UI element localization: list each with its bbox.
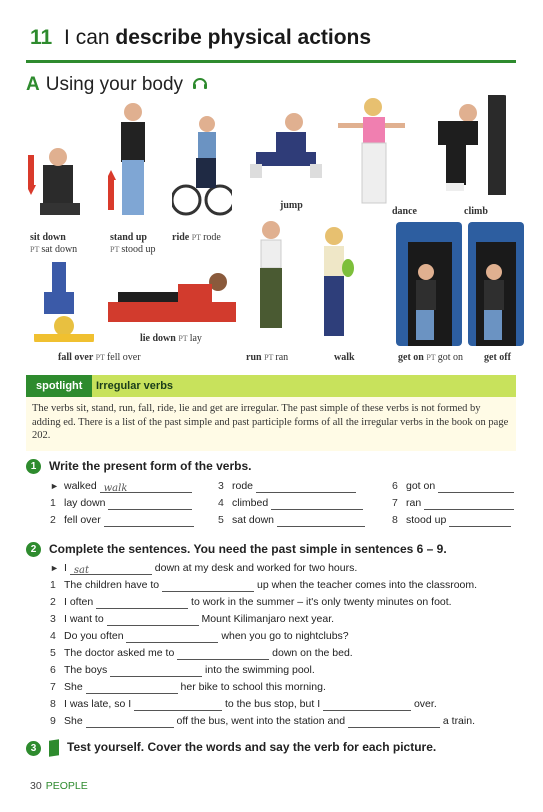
stand-up-illustration [108,100,158,225]
caption-walk: walk [334,352,355,363]
ex1-item: 2 fell over [50,514,194,527]
page-footer [30,780,88,792]
ex2-item: 9 She off the bus, went into the station and a train. [50,715,475,727]
answer-blank[interactable] [86,717,174,728]
get-on-illustration [396,222,462,346]
sit-down-illustration [28,145,88,225]
caption-sit-down: sit down PT sat down [30,232,78,255]
answer-blank[interactable] [348,717,440,728]
unit-title [30,26,371,50]
ex2-item: 7 She her bike to school this morning. [50,681,326,693]
handwritten-answer: sat [73,565,89,576]
ex2-item: 8 I was late, so I to the bus stop, but I over. [50,698,437,710]
answer-blank[interactable] [104,516,194,527]
fall-over-illustration [34,262,94,344]
caption-get-on: get on PT got on [398,352,463,363]
dance-illustration [338,95,408,215]
answer-blank[interactable] [108,499,192,510]
caption-get-off: get off [484,352,511,363]
ride-illustration [172,112,232,224]
exercise-1-heading [26,459,251,474]
ex1-item: 7 ran [392,497,514,510]
exercise-instruction: Complete the sentences. You need the past simple in sentences 6 – 9. [49,542,447,556]
exercise-number: 3 [26,741,41,756]
section-label: PEOPLE [45,780,88,792]
caption-climb: climb [464,206,488,217]
answer-blank[interactable] [134,700,222,711]
page-number: 30 [30,780,42,792]
unit-title-bold: describe physical actions [115,26,372,49]
ex1-item: 1 lay down [50,497,192,510]
caption-stand-up: stand up PT stood up [110,232,156,255]
ex2-item: 5 The doctor asked me to down on the bed. [50,647,353,659]
climb-illustration [418,95,508,200]
ex2-item: 4 Do you often when you go to nightclubs? [50,630,349,642]
exercise-instruction: Test yourself. Cover the words and say the verb for each picture. [67,740,437,755]
answer-blank[interactable] [256,482,356,493]
answer-blank[interactable] [107,615,199,626]
answer-blank[interactable] [271,499,363,510]
run-illustration [246,218,296,344]
caption-lie-down: lie down PT lay [140,333,202,344]
ex1-item: 4 climbed [218,497,363,510]
walk-illustration [314,224,354,344]
unit-number: 11 [30,26,53,49]
answer-blank[interactable] [96,598,188,609]
caption-jump: jump [280,200,303,211]
answer-blank[interactable] [277,516,365,527]
caption-dance: dance [392,206,417,217]
spotlight-tag: spotlight [26,375,92,397]
headphones-icon[interactable] [192,74,208,96]
get-off-illustration [468,222,524,346]
section-a-heading [26,74,208,96]
answer-blank[interactable] [86,683,178,694]
ex2-item: 6 The boys into the swimming pool. [50,664,315,676]
answer-blank[interactable] [323,700,411,711]
answer-blank[interactable] [424,499,514,510]
ex1-item: 3 rode [218,480,356,493]
unit-title-light: I can [64,26,110,49]
ex1-item: 5 sat down [218,514,365,527]
answer-blank[interactable] [177,649,269,660]
answer-blank[interactable] [449,516,511,527]
answer-blank[interactable] [126,632,218,643]
answer-blank[interactable] [110,666,202,677]
ex2-item: 3 I want to Mount Kilimanjaro next year. [50,613,335,625]
section-letter: A [26,74,40,96]
caption-run: run PT ran [246,352,289,363]
title-divider [26,60,516,63]
ex1-item: 8 stood up [392,514,511,527]
book-cover-icon [49,739,59,756]
ex2-item: 1 The children have to up when the teacher comes into the classroom. [50,579,478,591]
handwritten-answer: walk [103,483,128,494]
spotlight-text: The verbs sit, stand, run, fall, ride, lie and get are irregular. The past simple of these verbs is not formed by adding ed. There is a list of the past simple and past participle forms of all the irregular verbs in the book on page 202. [32,403,509,441]
section-title: Using your body [45,74,184,96]
exercise-instruction: Write the present form of the verbs. [49,459,252,473]
ex1-item: 6 got on [392,480,514,493]
jump-illustration [246,108,326,198]
answer-blank[interactable] [438,482,514,493]
ex2-item: 2 I often to work in the summer – it's only twenty minutes on foot. [50,596,452,608]
caption-ride: ride PT rode [172,232,221,243]
exercise-number: 2 [26,542,41,557]
lie-down-illustration [108,262,236,328]
ex2-example: ► I sat down at my desk and worked for two hours. [50,562,358,576]
caption-fall-over: fall over PT fell over [58,352,141,363]
exercise-3-heading [26,740,436,756]
answer-blank[interactable] [162,581,254,592]
spotlight-title: Irregular verbs [96,380,174,392]
exercise-2-heading [26,542,447,557]
ex1-item: ► walked walk [50,480,192,493]
exercise-number: 1 [26,459,41,474]
